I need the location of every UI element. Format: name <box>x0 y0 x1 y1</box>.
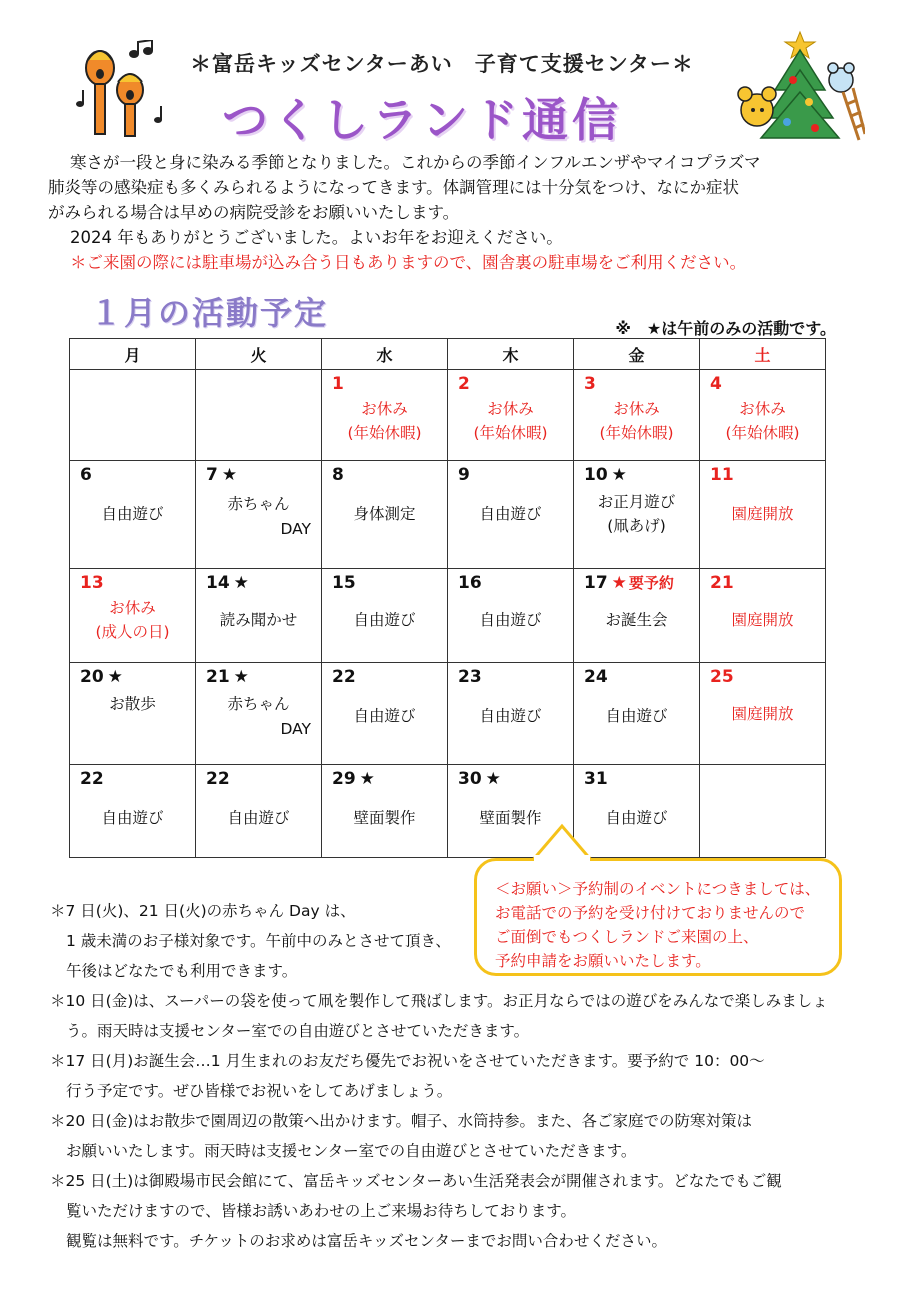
calendar-row-4 <box>70 663 826 765</box>
note-baby-day-3: 午後はどなたでも利用できます。 <box>66 962 298 980</box>
calendar-cell-21-sat <box>700 569 826 663</box>
star-icon: ★ <box>233 573 249 593</box>
schedule-star-note: ※ ★は午前のみの活動です。 <box>615 319 836 338</box>
cell-date-wrap <box>574 569 699 593</box>
cell-activity-day: DAY <box>280 520 311 538</box>
calendar-table <box>69 338 826 858</box>
bubble-line-4: 予約申請をお願いいたします。 <box>495 952 711 970</box>
calendar-cell-empty <box>700 765 826 858</box>
bubble-line-2: お電話での予約を受け付けておりませんので <box>495 904 806 922</box>
cell-date: 14 <box>206 573 230 593</box>
cell-date: 6 <box>80 465 92 485</box>
calendar-cell-11 <box>700 461 826 569</box>
cell-activity: 自由遊び <box>353 611 416 629</box>
intro-message <box>48 150 858 275</box>
calendar-row-1 <box>70 370 826 461</box>
calendar-cell-29 <box>322 765 448 858</box>
cell-activity-sub: (年始休暇) <box>599 424 674 442</box>
calendar-cell-16 <box>448 569 574 663</box>
star-icon: ★ <box>221 465 238 485</box>
music-note-icon <box>129 40 153 58</box>
cell-activity: 自由遊び <box>101 809 164 827</box>
cell-date: 21 <box>710 573 734 593</box>
cell-date: 2 <box>458 374 470 394</box>
cell-date-wrap <box>196 663 321 687</box>
note-birthday-1: ＊17 日(月)お誕生会…1 月生まれのお友だち優先でお祝いをさせていただきます。要予約で 10：00～ <box>50 1052 765 1070</box>
bubble-pointer-joint <box>534 855 590 861</box>
calendar-cell-8 <box>322 461 448 569</box>
cell-activity: 壁面製作 <box>353 809 416 827</box>
cell-date: 21 <box>206 667 230 687</box>
weekday-tue: 火 <box>196 339 322 370</box>
weekday-header-row <box>70 339 826 370</box>
event-notes <box>50 896 860 1256</box>
calendar-cell-21 <box>196 663 322 765</box>
calendar-cell-22 <box>322 663 448 765</box>
mouse-icon <box>738 87 776 126</box>
cell-activity: お誕生会 <box>605 611 668 629</box>
calendar-cell-24 <box>574 663 700 765</box>
note-kite-1: ＊10 日(金)は、スーパーの袋を使って凧を製作して飛ばします。お正月ならではの遊びをみんなで楽しみましょ <box>50 992 828 1010</box>
cell-date-wrap <box>196 569 321 593</box>
calendar-cell-7 <box>196 461 322 569</box>
cell-activity: お散歩 <box>109 695 156 713</box>
calendar-cell-3 <box>574 370 700 461</box>
note-recital-2: 覧いただけますので、皆様お誘いあわせの上ご来場お待ちしております。 <box>66 1202 576 1220</box>
bubble-line-3: ご面倒でもつくしランドご来園の上、 <box>495 928 759 946</box>
note-walk-2: お願いいたします。雨天時は支援センター室での自由遊びとさせていただきます。 <box>66 1142 637 1160</box>
page-title: つくしランド通信 <box>222 93 622 147</box>
calendar-cell-23 <box>448 663 574 765</box>
weekday-wed: 水 <box>322 339 448 370</box>
intro-line-4: 2024 年もありがとうございました。よいお年をお迎えください。 <box>70 228 563 247</box>
cell-activity: 自由遊び <box>353 707 416 725</box>
calendar-cell-empty <box>196 370 322 461</box>
note-baby-day-2: 1 歳未満のお子様対象です。午前中のみとさせて頂き、 <box>66 932 451 950</box>
intro-line-2: 肺炎等の感染症も多くみられるようになってきます。体調管理には十分気をつけ、なにか症状 <box>48 178 740 197</box>
note-recital-1: ＊25 日(土)は御殿場市民会館にて、富岳キッズセンターあい生活発表会が開催されます。どなたでもご観 <box>50 1172 782 1190</box>
cell-activity-sub: (年始休暇) <box>347 424 422 442</box>
cell-date: 1 <box>332 374 344 394</box>
cell-activity: 園庭開放 <box>731 505 794 523</box>
cell-date: 23 <box>458 667 482 687</box>
cell-date-wrap <box>70 663 195 687</box>
star-icon: ★ <box>359 769 375 789</box>
cell-activity: 自由遊び <box>479 505 542 523</box>
cell-activity: 自由遊び <box>101 505 164 523</box>
cell-activity-sub: (成人の日) <box>95 623 170 641</box>
calendar-cell-4 <box>700 370 826 461</box>
cell-date: 17 <box>584 573 608 593</box>
cell-date: 8 <box>332 465 344 485</box>
reservation-required-badge: 要予約 <box>628 574 674 592</box>
intro-line-1: 寒さが一段と身に染みる季節となりました。これからの季節インフルエンザやマイコプラズマ <box>70 153 761 172</box>
note-birthday-2: 行う予定です。ぜひ皆様でお祝いをしてあげましょう。 <box>66 1082 453 1100</box>
cell-date: 9 <box>458 465 470 485</box>
weekday-thu: 木 <box>448 339 574 370</box>
cell-date-wrap <box>448 765 573 789</box>
cell-date: 4 <box>710 374 722 394</box>
calendar-cell-13 <box>70 569 196 663</box>
star-icon: ★ <box>107 667 123 687</box>
calendar-cell-2 <box>448 370 574 461</box>
calendar-row-5 <box>70 765 826 858</box>
calendar-cell-25 <box>700 663 826 765</box>
calendar-cell-empty <box>70 370 196 461</box>
cell-activity: 園庭開放 <box>731 705 794 723</box>
cell-date: 10 <box>584 465 608 485</box>
cell-date: 29 <box>332 769 356 789</box>
ladder-icon <box>843 88 865 140</box>
parking-notice: ＊ご来園の際には駐車場が込み合う日もありますので、園舎裏の駐車場をご利用ください。 <box>70 253 747 272</box>
weekday-fri: 金 <box>574 339 700 370</box>
cell-activity-sub: (年始休暇) <box>473 424 548 442</box>
cell-activity: 読み聞かせ <box>219 611 298 629</box>
cell-date: 24 <box>584 667 608 687</box>
calendar-cell-17 <box>574 569 700 663</box>
calendar-cell-22-tue <box>196 765 322 858</box>
calendar-cell-6 <box>70 461 196 569</box>
cell-date: 22 <box>332 667 356 687</box>
cell-activity: 赤ちゃん <box>227 695 290 713</box>
cell-date-wrap <box>574 461 699 485</box>
intro-line-3: がみられる場合は早めの病院受診をお願いいたします。 <box>48 203 460 222</box>
cell-activity: お休み <box>361 400 408 418</box>
cell-activity: お正月遊び <box>597 493 676 511</box>
cell-activity: 自由遊び <box>479 611 542 629</box>
cell-date: 7 <box>206 465 218 485</box>
calendar-cell-20 <box>70 663 196 765</box>
cell-date: 22 <box>80 769 104 789</box>
calendar-row-3 <box>70 569 826 663</box>
star-icon: ★ <box>233 667 249 687</box>
star-icon: ★ <box>485 769 501 789</box>
mouse-icon-right <box>828 63 854 92</box>
calendar-cell-10 <box>574 461 700 569</box>
cell-activity: 赤ちゃん <box>227 495 290 513</box>
cell-activity: 自由遊び <box>227 809 290 827</box>
cell-date: 30 <box>458 769 482 789</box>
note-baby-day-1: ＊7 日(火)、21 日(火)の赤ちゃん Day は、 <box>50 902 356 920</box>
cell-date: 11 <box>710 465 734 485</box>
cell-date: 15 <box>332 573 356 593</box>
star-icon: ★ <box>611 465 627 485</box>
star-icon: ★ <box>611 573 627 593</box>
calendar-cell-9 <box>448 461 574 569</box>
calendar-cell-22-mon <box>70 765 196 858</box>
christmas-tree-illustration <box>735 30 865 145</box>
tsukushi-characters-illustration <box>70 40 170 140</box>
cell-activity: お休み <box>739 400 786 418</box>
cell-date-wrap <box>196 461 321 485</box>
cell-date: 25 <box>710 667 734 687</box>
cell-date: 31 <box>584 769 608 789</box>
calendar-cell-14 <box>196 569 322 663</box>
cell-date: 16 <box>458 573 482 593</box>
calendar-row-2 <box>70 461 826 569</box>
cell-activity: 自由遊び <box>479 707 542 725</box>
cell-activity: 園庭開放 <box>731 611 794 629</box>
calendar-cell-15 <box>322 569 448 663</box>
bubble-line-1: ＜お願い＞予約制のイベントにつきましては、 <box>495 880 821 898</box>
note-walk-1: ＊20 日(金)はお散歩で園周辺の散策へ出かけます。帽子、水筒持参。また、各ご家庭での防寒対策は <box>50 1112 753 1130</box>
note-kite-2: う。雨天時は支援センター室での自由遊びとさせていただきます。 <box>66 1022 530 1040</box>
cell-activity-sub: (年始休暇) <box>725 424 800 442</box>
cell-activity-sub: (凧あげ) <box>607 517 666 535</box>
cell-date: 3 <box>584 374 596 394</box>
calendar-cell-1 <box>322 370 448 461</box>
weekday-sat: 土 <box>700 339 826 370</box>
cell-date-wrap <box>322 765 447 789</box>
schedule-title: １月の活動予定 <box>90 294 329 332</box>
cell-activity: お休み <box>109 599 156 617</box>
weekday-mon: 月 <box>70 339 196 370</box>
cell-date: 22 <box>206 769 230 789</box>
cell-date: 20 <box>80 667 104 687</box>
cell-activity: お休み <box>613 400 660 418</box>
cell-date: 13 <box>80 573 104 593</box>
header-subtitle: ＊富岳キッズセンターあい 子育て支援センター＊ <box>190 52 694 76</box>
cell-activity: お休み <box>487 400 534 418</box>
cell-activity: 壁面製作 <box>479 809 542 827</box>
cell-activity: 身体測定 <box>353 505 416 523</box>
cell-activity: 自由遊び <box>605 707 668 725</box>
note-recital-3: 観覧は無料です。チケットのお求めは富岳キッズセンターまでお問い合わせください。 <box>66 1232 667 1250</box>
cell-activity: 自由遊び <box>605 809 668 827</box>
cell-activity-day: DAY <box>280 720 311 738</box>
